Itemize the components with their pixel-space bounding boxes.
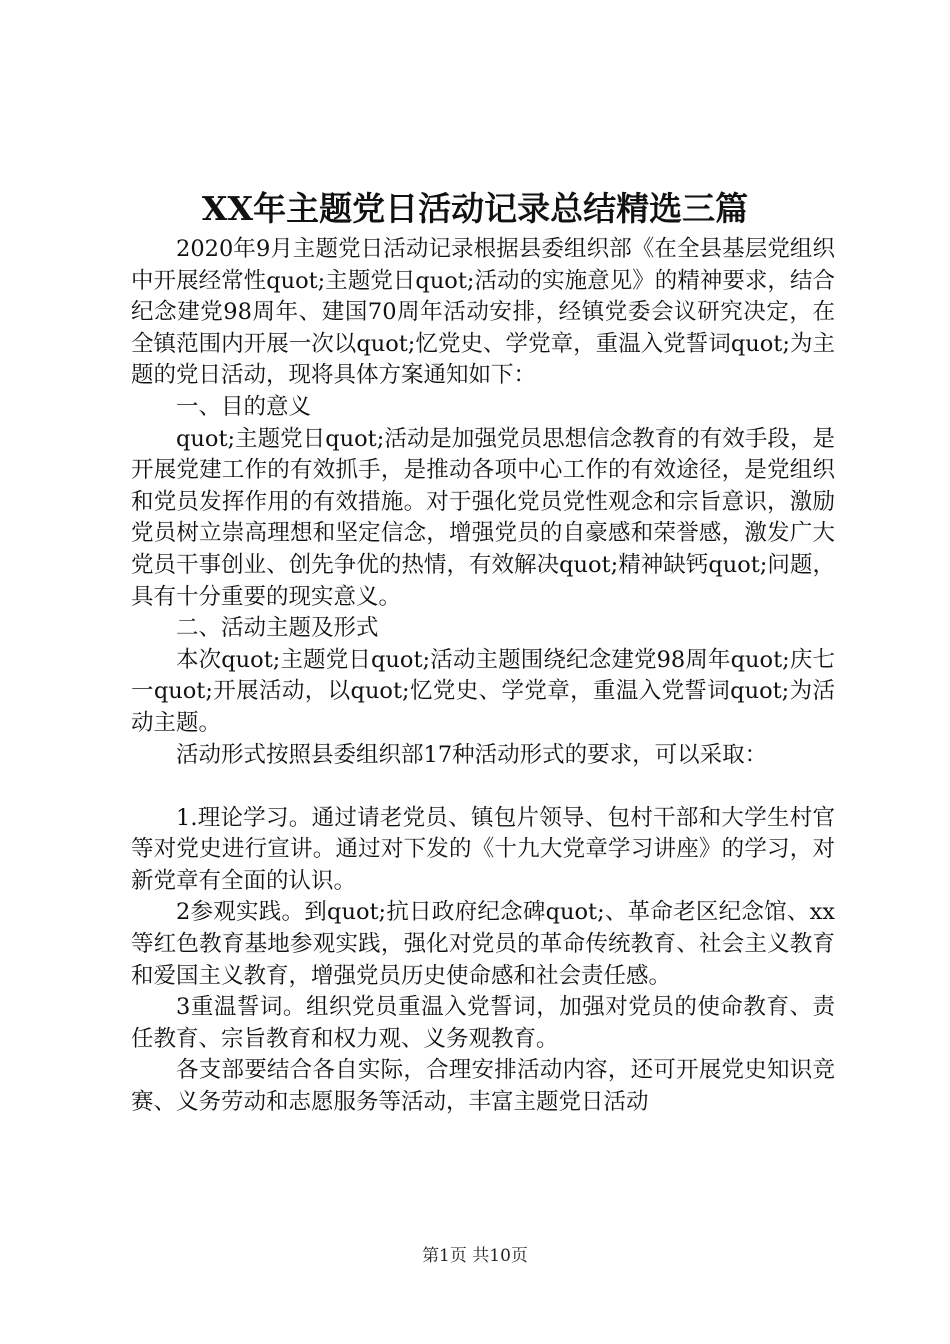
section-heading-purpose: 一、目的意义: [176, 393, 312, 420]
list-item-study: 1.理论学习。通过请老党员、镇包片领导、包村干部和大学生村官等对党史进行宣讲。通过对下发的《十九大党章学习讲座》的学习，对新党章有全面的认识。: [131, 804, 835, 894]
paragraph-forms: 活动形式按照县委组织部17种活动形式的要求，可以采取：: [176, 741, 768, 768]
paragraph-branches: 各支部要结合各自实际，合理安排活动内容，还可开展党史知识竞赛、义务劳动和志愿服务等活动，丰富主题党日活动: [131, 1057, 835, 1116]
section-heading-theme: 二、活动主题及形式: [176, 615, 379, 642]
list-item-visit: 2参观实践。到quot;抗日政府纪念碑quot;、革命老区纪念馆、xx等红色教育基地参观实践，强化对党员的革命传统教育、社会主义教育和爱国主义教育，增强党员历史使命感和社会责任感。: [131, 899, 835, 989]
document-body: [131, 234, 835, 1119]
page-number-footer: 第1页 共10页: [422, 1246, 528, 1266]
list-item-oath: 3重温誓词。组织党员重温入党誓词，加强对党员的使命教育、责任教育、宗旨教育和权力观、义务观教育。: [131, 994, 835, 1052]
paragraph-intro: 2020年9月主题党日活动记录根据县委组织部《在全县基层党组织中开展经常性quot;主题党日quot;活动的实施意见》的精神要求，结合纪念建党98周年、建国70周年活动安排，经镇党委会议研究决定，在全镇范围内开展一次以quot;忆党史、学党章，重温入党誓词quot;为主题的党日活动，现将具体方案通知如下：: [131, 236, 835, 389]
paragraph-theme: 本次quot;主题党日quot;活动主题围绕纪念建党98周年quot;庆七一quot;开展活动，以quot;忆党史、学党章，重温入党誓词quot;为活动主题。: [131, 646, 835, 736]
document-title: XX年主题党日活动记录总结精选三篇: [201, 189, 749, 228]
paragraph-purpose: quot;主题党日quot;活动是加强党员思想信念教育的有效手段，是开展党建工作的有效抓手，是推动各项中心工作的有效途径，是党组织和党员发挥作用的有效措施。对于强化党员党性观念和宗旨意识，激励党员树立崇高理想和坚定信念，增强党员的自豪感和荣誉感，激发广大党员干事创业、创先争优的热情，有效解决quot;精神缺钙quot;问题，具有十分重要的现实意义。: [131, 425, 835, 610]
